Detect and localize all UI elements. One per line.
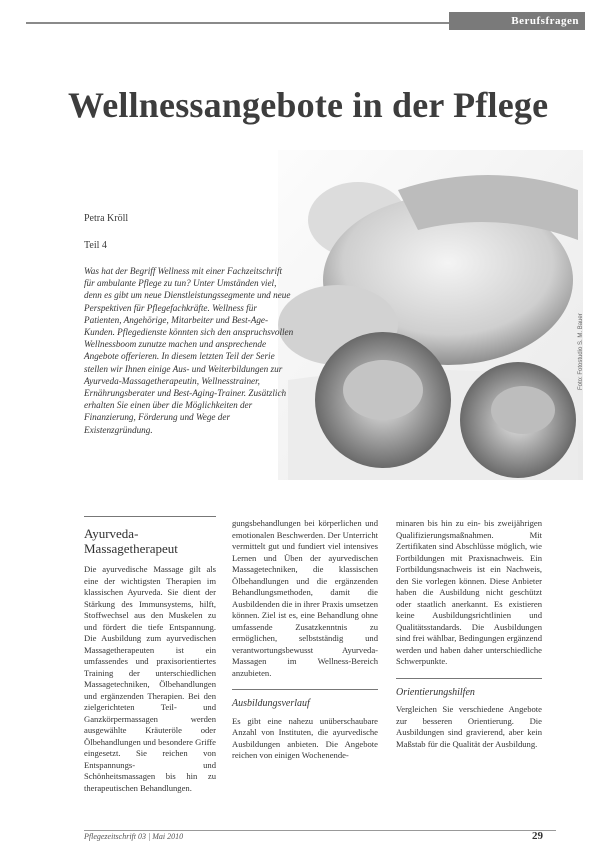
footer-rule	[84, 830, 556, 831]
intro-paragraph: Was hat der Begriff Wellness mit einer Fachzeitschrift für ambulante Pflege zu tun? Unter Umständen viel, denn es gibt um neue Dienstleistungssegmente und neue Perspektiven für Pflegefachkräfte. Wellness für Patienten, Angehörige, Mitarbeiter und Best-Age-Kunden. Pflegedienste könnten sich den anspruchsvollen Wellnessboom zunutze machen und ansprechende Angebote offerieren. In diesem letzten Teil der Serie stellen wir Ihnen einige Aus- und Weiterbildungen zur Ayurveda-Massagetherapeutin, Wellnesstrainer, Ernährungsberater und Best-Aging-Trainer. Zusätzlich erhalten Sie einen über die Möglichkeiten der Finanzierung, Förderung und Wege der Existenzgründung.	[84, 266, 294, 435]
column-2-body-1: gungsbehandlungen bei körperlichen und emotionalen Beschwerden. Der Unterricht vermittelt gut und fundiert viel intensives Lernen und Üben der ayurvedischen Massagetechniken, die klassischen Ölbehandlungen und die ergänzenden Behandlungsmethoden, damit die Ausbildenden die in ihrer Praxis umsetzen können. Ziel ist es, eine Behandlung ohne umfassende Zusatzkenntnis zu ermöglichen, selbstständig und verantwortungsbewusst Ayurveda-Massagen im Wellness-Bereich anzubieten.	[232, 518, 378, 678]
subheading-ausbildungsverlauf: Ausbildungsverlauf	[232, 689, 378, 710]
article-title: Wellnessangebote in der Pflege	[68, 85, 549, 125]
series-part: Teil 4	[84, 240, 107, 251]
column-2-body-2: Es gibt eine nahezu unüberschaubare Anzahl von Instituten, die ayurvedische Ausbildungen anbieten. Die Angebote reichen von einigen Wochenende-	[232, 715, 378, 760]
author-name: Petra Kröll	[84, 213, 129, 224]
section-heading-ayurveda: Ayurveda-Massagetherapeut	[84, 526, 178, 556]
column-2	[232, 518, 378, 762]
column-1-body: Die ayurvedische Massage gilt als eine der wichtigsten Therapien im klassischen Ayurveda. Sie dient der Stärkung des Immunsystems, hilft, Stoffwechsel aus den Muskelen zu und fördert die tiefe Entspannung. Die Ausbildung zum ayurvedischen Massagetherapeuten ist ein umfassendes und praxisorientiertes Training der unterschiedlichen Massagetechniken, Ölbehandlungen und ergänzenden Therapien. Bei den zielgerichteten Teil- und Ganzkörpermassagen werden ausgewählte Kräuteröle oder Ölbehandlungen und besondere Griffe eingesetzt. Sie reichen von Entspannungs- und Schönheitsmassagen bis hin zu therapeutischen Behandlungen.	[84, 564, 216, 793]
photo-credit: Foto: Fotostudio S. M. Bauer	[578, 313, 584, 390]
column-3	[396, 518, 542, 750]
column-1	[84, 518, 216, 794]
section-tag: Berufsfragen	[449, 12, 585, 30]
column-3-body-1: minaren bis hin zu ein- bis zweijährigen Qualifizierungsmaßnahmen. Mit Zertifikaten sind Abschlüsse möglich, wie Fortbildungen mit Praxisnachweis. Ein Fortbildungsnachweis ist ein Nachweis, den Sie vorlegen können. Diese Anbieter haben die Ausbildung nicht geschützt oder staatlich anerkannt. Es existieren keine Ausbildungsrichtlinien und Qualitätsstandards. Die Ausbildungen sind frei wählbar, Bedingungen ergänzend werden und haben daher unterschiedliche Schwerpunkte.	[396, 518, 542, 666]
page-number: 29	[532, 830, 543, 842]
journal-footer: Pflegezeitschrift 03 | Mai 2010	[84, 832, 184, 841]
subheading-orientierungshilfen: Orientierungshilfen	[396, 678, 542, 699]
column-rule	[84, 516, 216, 517]
wellness-massage-photo	[278, 150, 583, 480]
column-3-body-2: Vergleichen Sie verschiedene Angebote zur besseren Orientierung. Die Ausbildungen sind gravierend, aber kein Maßstab für die Qualität der Ausbildung.	[396, 704, 542, 749]
header-rule	[26, 22, 456, 24]
